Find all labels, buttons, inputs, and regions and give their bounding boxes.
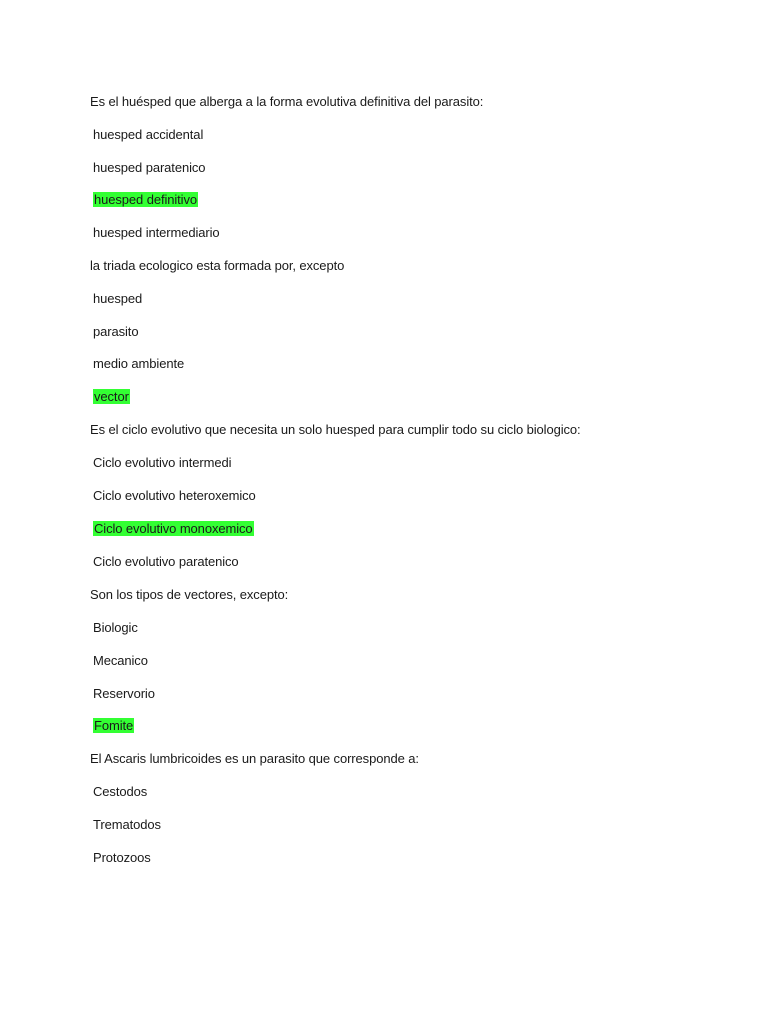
answer-option	[93, 455, 231, 471]
question-text: Es el huésped que alberga a la forma evolutiva definitiva del parasito:	[90, 94, 484, 109]
answer-option	[93, 488, 256, 504]
answer-option-label: Ciclo evolutivo intermedi	[93, 455, 232, 470]
question-text: Son los tipos de vectores, excepto:	[90, 587, 289, 602]
answer-option-label: Ciclo evolutivo monoxemico	[94, 521, 253, 536]
answer-option-label: Biologic	[93, 620, 138, 635]
answer-option-label: huesped	[93, 291, 143, 306]
answer-option	[93, 653, 148, 669]
answer-option	[93, 160, 205, 176]
answer-option	[93, 554, 239, 570]
answer-option-label: Cestodos	[93, 784, 148, 799]
answer-option	[93, 620, 138, 636]
answer-option-label: vector	[94, 389, 129, 404]
answer-option	[93, 225, 220, 241]
answer-option-label: huesped paratenico	[93, 160, 206, 175]
answer-option-label: Fomite	[94, 718, 134, 733]
answer-option-highlighted	[93, 192, 198, 208]
answer-option-label: huesped intermediario	[93, 225, 220, 240]
answer-option-label: Reservorio	[93, 686, 155, 701]
question-text: la triada ecologico esta formada por, excepto	[90, 258, 345, 273]
answer-option-label: Mecanico	[93, 653, 148, 668]
answer-option	[93, 817, 161, 833]
answer-option-label: Ciclo evolutivo paratenico	[93, 554, 239, 569]
answer-option	[93, 291, 142, 307]
answer-option	[93, 127, 203, 143]
answer-option-label: Trematodos	[93, 817, 161, 832]
answer-option	[93, 784, 147, 800]
answer-option	[93, 324, 138, 340]
answer-option-label: huesped accidental	[93, 127, 204, 142]
answer-option-label: Protozoos	[93, 850, 151, 865]
answer-option	[93, 686, 155, 702]
question-text: El Ascaris lumbricoides es un parasito que corresponde a:	[90, 751, 419, 766]
answer-option-highlighted	[93, 718, 134, 734]
answer-option-label: medio ambiente	[93, 356, 185, 371]
question-text: Es el ciclo evolutivo que necesita un solo huesped para cumplir todo su ciclo biologico:	[90, 422, 581, 437]
answer-option-label: Ciclo evolutivo heteroxemico	[93, 488, 256, 503]
answer-option	[93, 356, 184, 372]
answer-option-highlighted	[93, 389, 130, 405]
answer-option-label: huesped definitivo	[94, 192, 197, 207]
answer-option-highlighted	[93, 521, 254, 537]
answer-option	[93, 850, 151, 866]
answer-option-label: parasito	[93, 324, 139, 339]
